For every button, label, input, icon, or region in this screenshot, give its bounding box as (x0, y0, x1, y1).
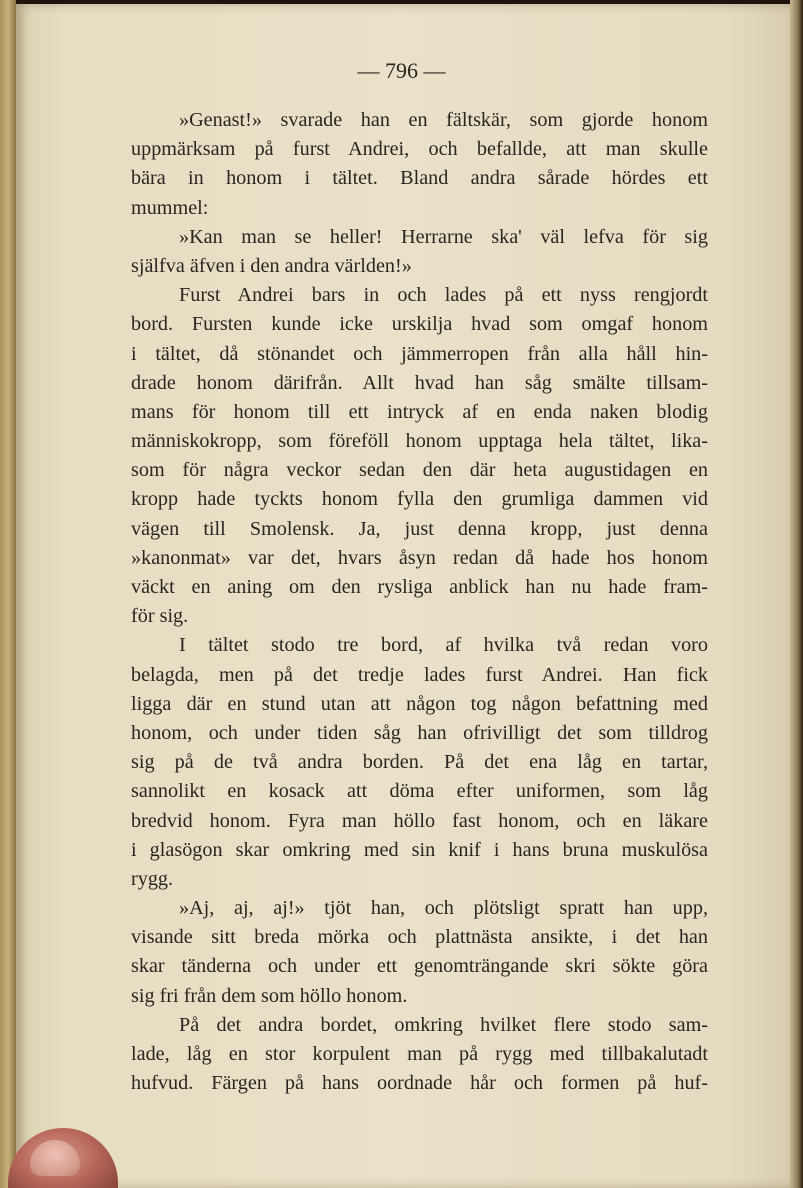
text-line: »Aj, aj, aj!» tjöt han, och plötsligt spratt han upp, (179, 897, 708, 920)
page-number: — 796 — (357, 58, 446, 83)
text-line: drade honom därifrån. Allt hvad han såg smälte tillsam- (131, 371, 708, 394)
text-line: sig på de två andra borden. På det ena låg en tartar, (131, 751, 708, 774)
text-line: vägen till Smolensk. Ja, just denna kropp, just denna (131, 517, 708, 540)
text-line: »Genast!» svarade han en fältskär, som gjorde honom (179, 109, 708, 131)
text-line: själfva äfven i den andra världen!» (131, 254, 412, 277)
text-line: för sig. (131, 605, 189, 628)
text-line: kropp hade tyckts honom fylla den grumliga dammen vid (131, 488, 708, 511)
page-stack-edge (0, 0, 16, 1188)
text-line: människokropp, som föreföll honom upptaga hela tältet, lika- (131, 430, 708, 453)
facing-page-edge (790, 0, 803, 1188)
text-line: sig fri från dem som höllo honom. (131, 984, 408, 1007)
text-line: ligga där en stund utan att någon tog någon befattning med (131, 692, 708, 715)
text-line: belagda, men på det tredje lades furst Andrei. Han fick (131, 663, 708, 686)
text-line: väckt en aning om den rysliga anblick han nu hade fram- (131, 576, 708, 598)
body-text (131, 106, 708, 1098)
text-line: mans för honom till ett intryck af en enda naken blodig (131, 400, 708, 423)
text-line: »kanonmat» var det, hvars åsyn redan då hade hos honom (131, 546, 708, 569)
text-line: i glasögon skar omkring med sin knif i hans bruna muskulösa (131, 838, 708, 861)
text-line: honom, och under tiden såg han ofrivilligt det som tilldrog (131, 721, 708, 744)
text-line: Furst Andrei bars in och lades på ett nyss rengjordt (179, 284, 708, 307)
text-line: I tältet stodo tre bord, af hvilka två redan voro (179, 634, 708, 657)
text-line: lade, låg en stor korpulent man på rygg med tillbakalutadt (131, 1043, 708, 1065)
text-line: rygg. (131, 867, 174, 890)
text-line: bära in honom i tältet. Bland andra sårade hördes ett (131, 167, 708, 190)
text-line: »Kan man se heller! Herrarne ska' väl lefva för sig (179, 225, 708, 248)
text-line: sannolikt en kosack att döma efter uniformen, som låg (131, 780, 708, 803)
text-line: skar tänderna och under ett genomträngande skri sökte göra (131, 955, 708, 978)
text-line: i tältet, då stönandet och jämmerropen från alla håll hin- (131, 342, 708, 365)
text-line: visande sitt breda mörka och plattnästa ansikte, i det han (131, 926, 708, 949)
text-line: uppmärksam på furst Andrei, och befallde, att man skulle (131, 138, 708, 161)
text-line: mummel: (131, 196, 209, 219)
text-line: hufvud. Färgen på hans oordnade hår och formen på huf- (131, 1072, 708, 1095)
text-line: bord. Fursten kunde icke urskilja hvad som omgaf honom (131, 313, 708, 336)
text-line: På det andra bordet, omkring hvilket flere stodo sam- (179, 1013, 708, 1036)
text-line: som för några veckor sedan den där heta augustidagen en (131, 459, 708, 482)
text-line: bredvid honom. Fyra man höllo fast honom, och en läkare (131, 809, 708, 832)
